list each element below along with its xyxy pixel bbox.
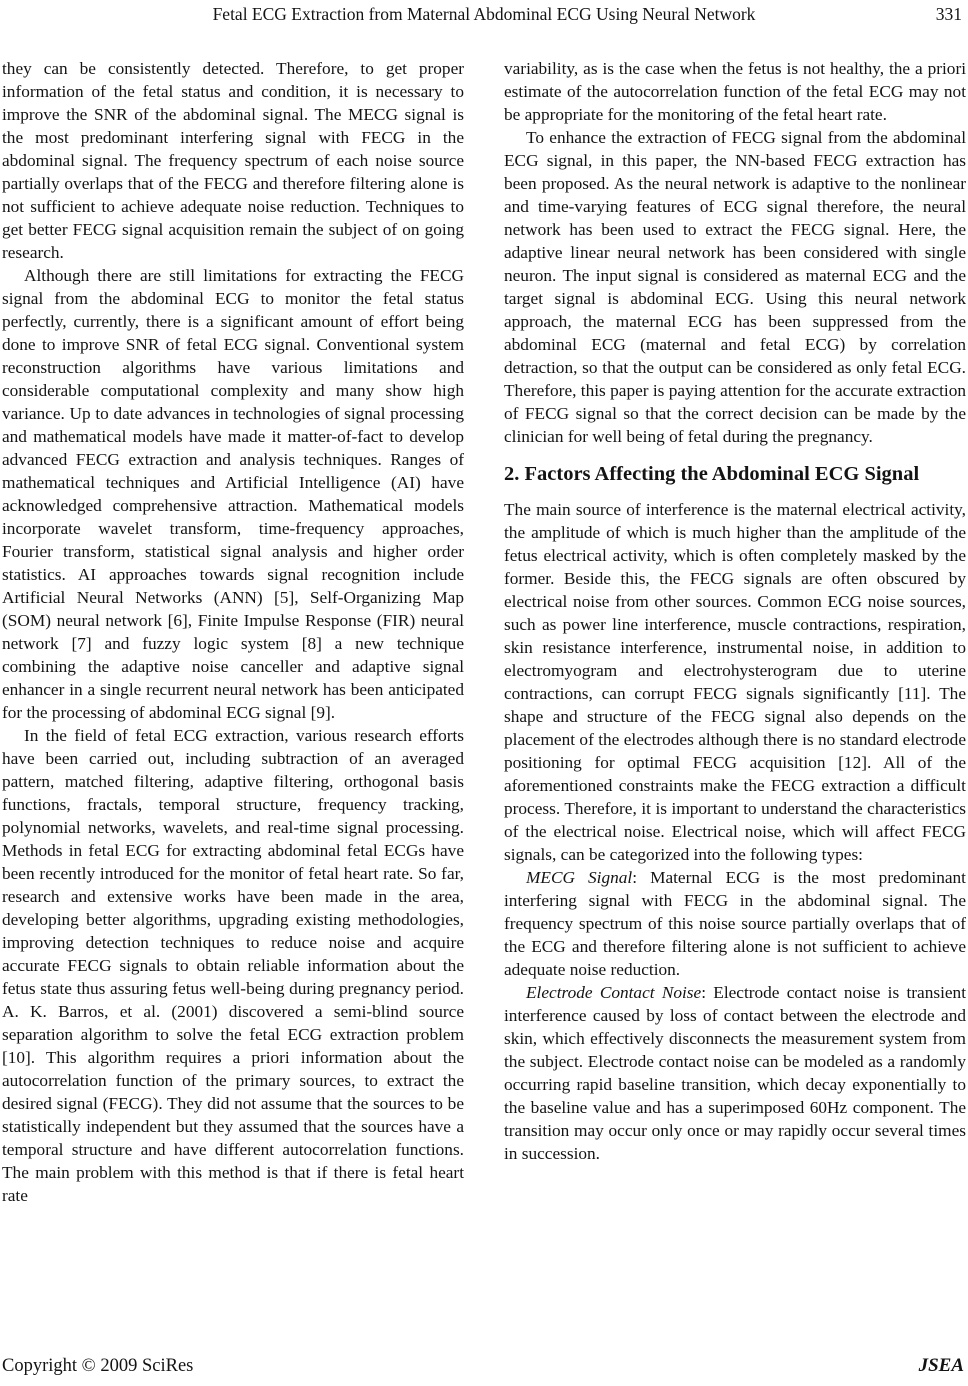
paragraph: variability, as is the case when the fetus is not healthy, the a priori estimate of the autocorrelation function of the fetal ECG may not be appropriate for the monitoring of the fetal heart rate.	[504, 59, 966, 124]
journal-abbreviation: JSEA	[918, 1355, 964, 1376]
paragraph-text: : Electrode contact noise is transient interference caused by loss of contact between the electrode and skin, which effectively disconnects the measurement system from the subject. Electrode contact noise can be modeled as a randomly occurring rapid baseline transition, which decay exponentially to the baseline value and has a superimposed 60Hz component. The transition may occur only once or may rapidly occur several times in succession.	[504, 983, 966, 1163]
paragraph: In the field of fetal ECG extraction, various research efforts have been carried out, including subtraction of an averaged pattern, matched filtering, adaptive filtering, orthogonal basis functions, fractals, temporal structure, frequency tracking, polynomial networks, wavelets, and real-time signal processing. Methods in fetal ECG for extracting abdominal fetal ECGs have been recently introduced for the monitor of fetal heart rate. So far, research and extensive works have been made in the area, developing better algorithms, upgrading existing methodologies, improving detection techniques to reduce noise and acquire accurate FECG signals to obtain reliable information about the fetus state thus assuring fetus well-being during pregnancy period. A. K. Barros, et al. (2001) discovered a semi-blind source separation algorithm to solve the fetal ECG extraction problem [10]. This algorithm requires a priori information about the autocorrelation function of the primary sources, to extract the desired signal (FECG). They did not assume that the sources to be statistically independent but they assumed that the sources have a temporal structure and have different autocorrelation functions. The main problem with this method is that if there is fetal heart rate	[2, 726, 464, 1205]
paragraph: To enhance the extraction of FECG signal from the abdominal ECG signal, in this paper, the NN-based FECG extraction has been proposed. As the neural network is adaptive to the nonlinear and time-varying features of ECG signal therefore, the neural network has been used to extract the FECG signal. Here, the adaptive linear neural network has been considered with single neuron. The input signal is considered as maternal ECG and the target signal is abdominal ECG. Using this neural network approach, the maternal ECG has been suppressed from the abdominal ECG (maternal and fetal ECG) by correlation detraction, so that the output can be considered as only fetal ECG. Therefore, this paper is paying attention for the accurate extraction of FECG signal so that the correct decision can be made by the clinician for well being of fetal during the pregnancy.	[504, 128, 966, 446]
page-number: 331	[935, 4, 962, 24]
two-column-body	[2, 57, 966, 1207]
paragraph	[504, 866, 966, 981]
paragraph: they can be consistently detected. Therefore, to get proper information of the fetal status and condition, it is necessary to improve the SNR of the abdominal signal. The MECG signal is the most predominant interfering signal with FECG in the abdominal signal. The frequency spectrum of each noise source partially overlaps that of the FECG and therefore filtering alone is not sufficient to achieve adequate noise reduction. Techniques to get better FECG signal acquisition remain the subject of on going research.	[2, 59, 464, 262]
paragraph-text: : Maternal ECG is the most predominant interfering signal with FECG in the abdominal signal. The frequency spectrum of this noise source partially overlaps that of the ECG and therefore filtering alone is not sufficient to achieve adequate noise reduction.	[504, 868, 966, 979]
running-header	[0, 3, 968, 29]
section-heading: 2. Factors Affecting the Abdominal ECG Signal	[504, 463, 920, 485]
paragraph-lead-italic: Electrode Contact Noise	[526, 983, 702, 1002]
paragraph: The main source of interference is the maternal electrical activity, the amplitude of which is much higher than the amplitude of the fetus electrical activity, which is often completely masked by the former. Beside this, the FECG signals are often obscured by electrical noise from other sources. Common ECG noise sources, such as power line interference, muscle contractions, respiration, skin resistance interference, instrumental noise, in addition to electromyogram and electrohysterogram due to uterine contractions, can corrupt FECG signals significantly [11]. The shape and structure of the FECG signal also depends on the placement of the electrodes although there is no standard electrode positioning for optimal FECG acquisition [12]. All of the aforementioned constraints make the FECG extraction a difficult process. Therefore, it is important to understand the characteristics of the electrical noise. Electrical noise, which will affect FECG signals, can be categorized into the following types:	[504, 500, 966, 864]
right-column	[504, 57, 966, 1207]
paragraph-lead-italic: MECG Signal	[526, 868, 633, 887]
running-header-title: Fetal ECG Extraction from Maternal Abdominal ECG Using Neural Network	[212, 4, 756, 24]
paragraph: Although there are still limitations for extracting the FECG signal from the abdominal ECG to monitor the fetal status perfectly, currently, there is a significant amount of effort being done to improve SNR of fetal ECG signal. Conventional system reconstruction algorithms have various limitations and considerable computational complexity and many show high variance. Up to date advances in technologies of signal processing and mathematical models have made it matter-of-fact to develop advanced FECG extraction and analysis techniques. Ranges of mathematical techniques and Artificial Intelligence (AI) have acknowledged comprehensive attraction. Mathematical models incorporate wavelet transform, time-frequency approaches, Fourier transform, statistical signal analysis and higher order statistics. AI approaches towards signal recognition include Artificial Neural Networks (ANN) [5], Self-Organizing Map (SOM) neural network [6], Finite Impulse Response (FIR) neural network [7] and fuzzy logic system [8] a new technique combining the adaptive noise canceller and adaptive signal enhancer in a single recurrent neural network has been anticipated for the processing of abdominal ECG signal [9].	[2, 266, 464, 722]
copyright-notice: Copyright © 2009 SciRes	[2, 1356, 194, 1376]
paragraph	[504, 981, 966, 1165]
left-column	[2, 57, 464, 1207]
page-footer	[2, 1355, 964, 1377]
